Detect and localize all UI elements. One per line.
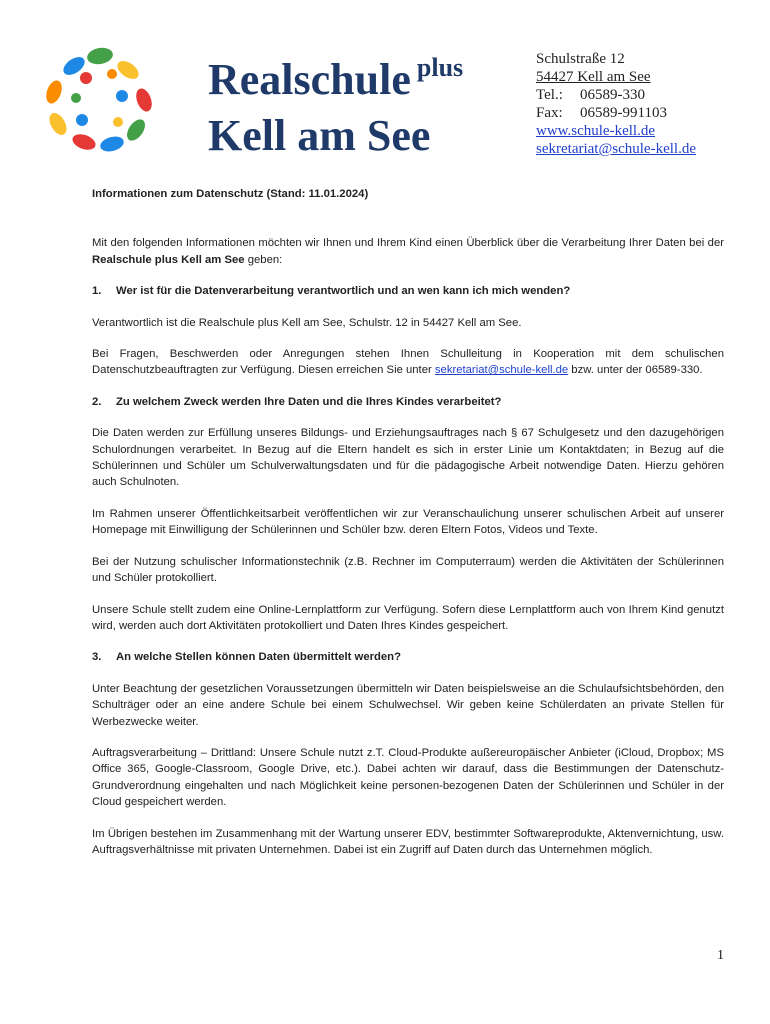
section-2-title: Zu welchem Zweck werden Ihre Daten und die Ihres Kindes verarbeitet? (116, 395, 502, 408)
intro-school-name: Realschule plus Kell am See (92, 253, 245, 266)
section-2-paragraph-3: Bei der Nutzung schulischer Informationstechnik (z.B. Rechner im Computerraum) werden die Aktivitäten der Schülerinnen und Schüler protokolliert. (92, 555, 724, 585)
intro-paragraph (92, 235, 724, 268)
section-3-title: An welche Stellen können Daten übermittelt werden? (116, 651, 401, 664)
contact-street: Schulstraße 12 (536, 51, 625, 67)
school-logo-icon (38, 44, 158, 154)
contact-block (536, 50, 696, 158)
section-1-paragraph-1: Verantwortlich ist die Realschule plus Kell am See, Schulstr. 12 in 54427 Kell am See. (92, 316, 522, 329)
school-name (208, 40, 463, 164)
document-body (92, 186, 724, 873)
section-2-paragraph-2: Im Rahmen unserer Öffentlichkeitsarbeit veröffentlichen wir zur Veranschaulichung unserer schulischen Arbeit auf unserer Homepage mit Einwilligung der Schülerinnen und Schüler bzw. deren Eltern Fotos, Videos und Texte. (92, 507, 724, 537)
intro-text: Mit den folgenden Informationen möchten wir Ihnen und Ihrem Kind einen Überblick über die Verarbeitung Ihrer Daten bei der (92, 237, 724, 250)
intro-text-end: geben: (244, 253, 283, 266)
section-1-paragraph-2 (92, 346, 724, 379)
fax-number: 06589-991103 (580, 105, 667, 121)
section-1-title: Wer ist für die Datenverarbeitung verantwortlich und an wen kann ich mich wenden? (116, 285, 571, 298)
section-3-heading (92, 649, 724, 665)
school-name-line2: Kell am See (208, 111, 431, 160)
section-2-heading (92, 394, 724, 410)
section-3-number: 3. (92, 651, 102, 664)
tel-label: Tel.: (536, 87, 563, 103)
page-number: 1 (717, 948, 724, 963)
section-1-heading (92, 283, 724, 299)
tel-number: 06589-330 (580, 87, 645, 103)
section-3-paragraph-2: Auftragsverarbeitung – Drittland: Unsere Schule nutzt z.T. Cloud-Produkte außereuropäischer Anbieter (iCloud, Dropbox; MS Office 365, Google-Classroom, Google Drive, etc.). Dabei achten wir darauf, dass die Bestimmungen der Datenschutz-Grundverordnung eingehalten und nach Möglichkeit keine personen-bezogenen Daten der Schülerinnen und Schüler in der Cloud gespeichert werden. (92, 746, 724, 809)
section-2-number: 2. (92, 395, 102, 408)
section-1-email-link[interactable]: sekretariat@schule-kell.de (434, 364, 569, 377)
letterhead (0, 0, 770, 170)
section-3-paragraph-1: Unter Beachtung der gesetzlichen Voraussetzungen übermitteln wir Daten beispielsweise an die Schulaufsichtsbehörden, den Schulträger oder an eine andere Schule bei einem Schulwechsel. Wir geben keine Schülerdaten an private Stellen für Werbezwecke weiter. (92, 682, 724, 728)
contact-fax (536, 104, 696, 122)
section-1-p2-text-end: bzw. unter der 06589-330. (568, 364, 703, 377)
document-title: Informationen zum Datenschutz (Stand: 11.01.2024) (92, 188, 369, 200)
contact-tel (536, 86, 696, 104)
website-link[interactable]: www.schule-kell.de (536, 123, 655, 139)
school-name-line1: Realschule (208, 55, 411, 104)
school-name-plus: plus (416, 53, 464, 82)
section-1-p2-text: Bei Fragen, Beschwerden oder Anregungen stehen Ihnen Schulleitung in Kooperation mit dem schulischen Datenschutzbeauftragten zur Verfügung. Diesen erreichen Sie unter (92, 348, 724, 377)
contact-city: 54427 Kell am See (536, 69, 651, 85)
section-2-paragraph-4: Unsere Schule stellt zudem eine Online-Lernplattform zur Verfügung. Sofern diese Lernplattform auch von Ihrem Kind genutzt wird, werden auch dort Aktivitäten protokolliert und Daten Ihres Kindes gespeichert. (92, 603, 724, 632)
section-3-paragraph-3: Im Übrigen bestehen im Zusammenhang mit der Wartung unserer EDV, bestimmter Softwareprodukte, Aktenvernichtung, usw. Auftragsverhältnisse mit privaten Unternehmen. Dabei ist ein Zugriff auf Daten durch das Unternehmen möglich. (92, 827, 724, 856)
section-1-number: 1. (92, 285, 102, 298)
fax-label: Fax: (536, 105, 563, 121)
email-link[interactable]: sekretariat@schule-kell.de (536, 141, 696, 157)
section-2-paragraph-1: Die Daten werden zur Erfüllung unseres Bildungs- und Erziehungsauftrages nach § 67 Schulgesetz und den dazugehörigen Schulordnungen verarbeitet. In Bezug auf die Eltern handelt es sich in erster Linie um Kontaktdaten; in Bezug auf die Schülerinnen und Schüler um Schulverwaltungsdaten und für die pädagogische Arbeit notwendige Daten. Hierzu gehören auch Schulnoten. (92, 427, 724, 489)
